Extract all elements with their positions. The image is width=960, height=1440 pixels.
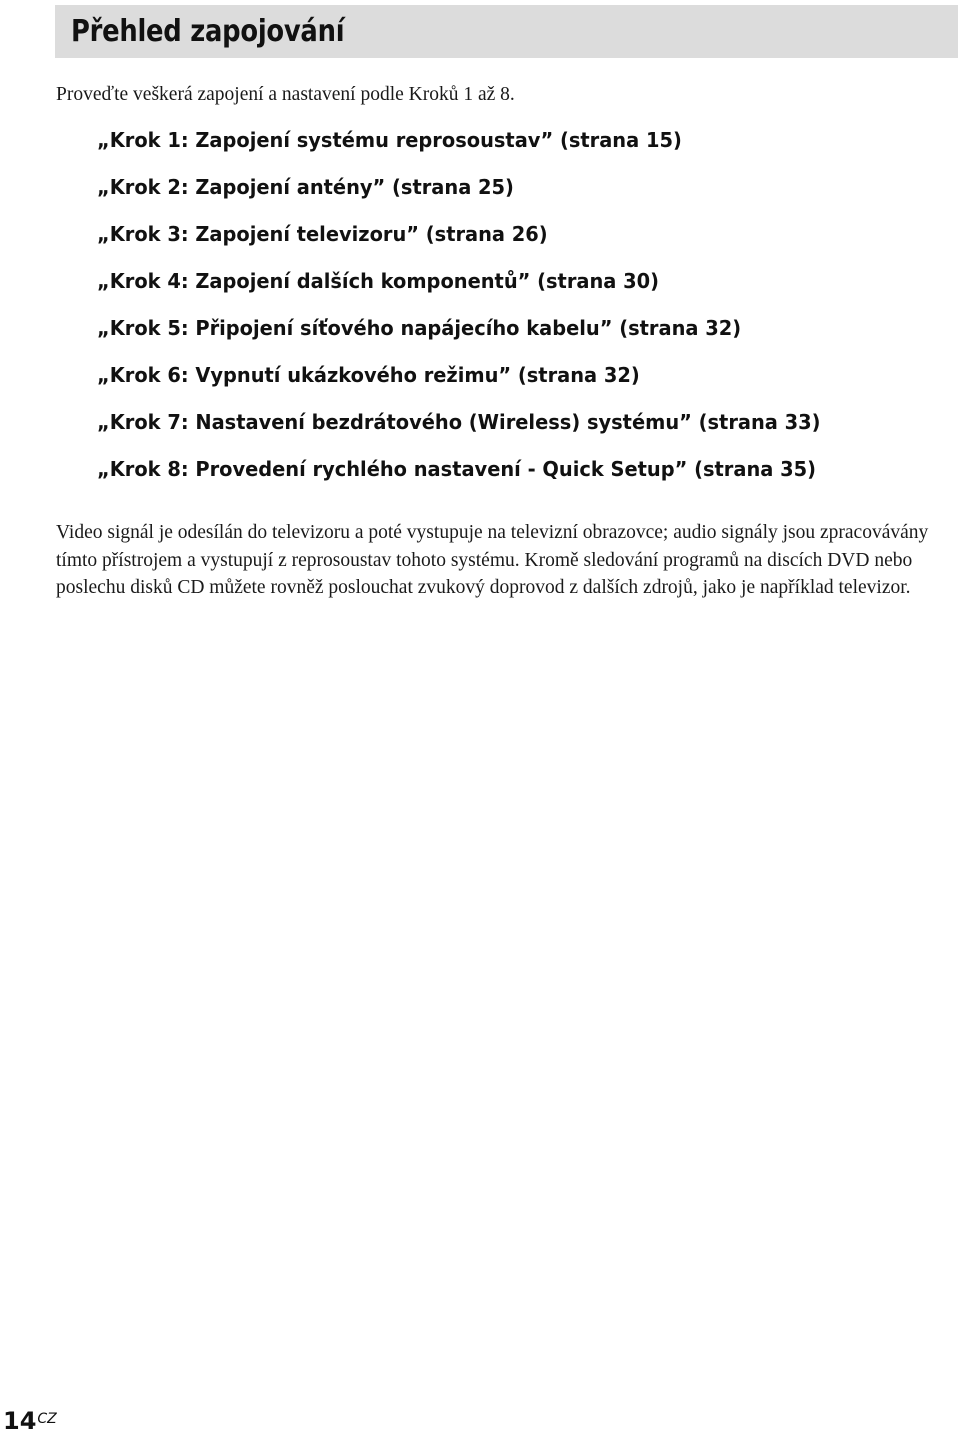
step-item-8: „Krok 8: Provedení rychlého nastavení - Quick Setup” (strana 35) bbox=[97, 457, 816, 481]
description-paragraph: Video signál je odesílán do televizoru a poté vystupuje na televizní obrazovce; audio signály jsou zpracovávány tímto přístrojem a vystupují z reprosoustav tohoto systému. Kromě sledování programů na discích DVD nebo poslechu disků CD můžete rovněž poslouchat zvukový doprovod z dalších zdrojů, jako je například televizor. bbox=[56, 522, 929, 598]
section-title-bar bbox=[55, 5, 958, 58]
intro-text: Proveďte veškerá zapojení a nastavení podle Kroků 1 až 8. bbox=[56, 84, 515, 105]
step-item-2: „Krok 2: Zapojení antény” (strana 25) bbox=[97, 175, 514, 199]
page-language-code: CZ bbox=[37, 1410, 57, 1427]
page-number-value: 14 bbox=[3, 1407, 37, 1435]
step-item-7: „Krok 7: Nastavení bezdrátového (Wireless) systému” (strana 33) bbox=[97, 410, 821, 434]
page-number bbox=[3, 1407, 57, 1435]
step-item-6: „Krok 6: Vypnutí ukázkového režimu” (strana 32) bbox=[97, 363, 640, 387]
step-item-3: „Krok 3: Zapojení televizoru” (strana 26) bbox=[97, 222, 548, 246]
page-title: Přehled zapojování bbox=[71, 14, 345, 49]
step-item-5: „Krok 5: Připojení síťového napájecího kabelu” (strana 32) bbox=[97, 316, 742, 340]
step-item-4: „Krok 4: Zapojení dalších komponentů” (strana 30) bbox=[97, 269, 660, 293]
steps-list bbox=[97, 124, 843, 500]
step-item-1: „Krok 1: Zapojení systému reprosoustav” (strana 15) bbox=[97, 128, 682, 152]
